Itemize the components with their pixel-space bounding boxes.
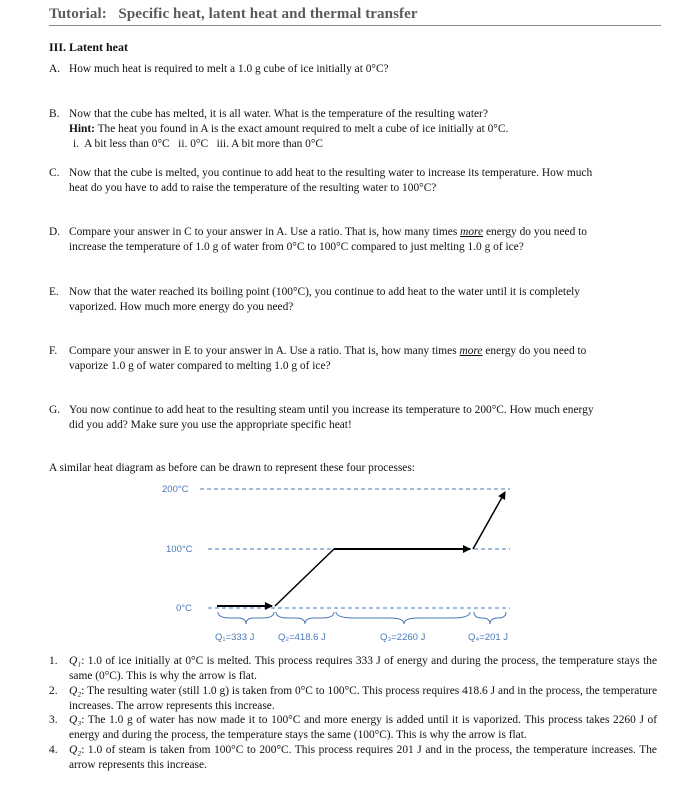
list-item: [49, 654, 657, 684]
question-a: [49, 62, 657, 78]
question-text-line: vaporize 1.0 g of water compared to melting 1.0 g of ice?: [69, 360, 331, 372]
emphasis-more: more: [459, 345, 483, 357]
brace-q4: [474, 612, 506, 624]
text-part: energy do you need to: [482, 345, 587, 357]
list-number: 1.: [49, 655, 58, 667]
question-letter: B.: [49, 108, 60, 120]
list-text: [69, 713, 657, 742]
section-heading: III. Latent heat: [49, 40, 129, 54]
list-number: 3.: [49, 714, 58, 726]
question-text-line: vaporized. How much more energy do you need?: [69, 301, 294, 313]
q-label-2: Q₂=418.6 J: [278, 632, 326, 643]
list-number: 4.: [49, 744, 58, 756]
question-text-line: did you add? Make sure you use the appropriate specific heat!: [69, 419, 352, 431]
heat-diagram: [150, 478, 520, 650]
question-letter: A.: [49, 63, 61, 75]
hint-text: The heat you found in A is the exact amount required to melt a cube of ice initially at 0°C.: [94, 123, 509, 135]
q-symbol: Q₃: [69, 714, 82, 726]
question-text-line: Now that the cube is melted, you continue to add heat to the resulting water to increase its temperature. How much: [69, 167, 593, 179]
question-letter: D.: [49, 226, 61, 238]
list-item: [49, 713, 657, 743]
question-d: [49, 225, 657, 257]
question-text-line: [69, 344, 657, 359]
title-subject: Specific heat, latent heat and thermal transfer: [118, 6, 418, 22]
question-text-line: heat do you have to add to raise the temperature of the resulting water to 100°C?: [69, 182, 437, 194]
arrow-q2: [275, 549, 334, 606]
question-text-line: You now continue to add heat to the resulting steam until you increase its temperature to 200°C. How much energy: [69, 404, 594, 416]
list-body: : 1.0 of ice initially at 0°C is melted. This process requires 333 J of energy and during the process, the temperature stays the same (0°C). This is why the arrow is flat.: [69, 655, 657, 682]
q-label-4: Q₄=201 J: [468, 632, 509, 643]
q-label-1: Q₁=333 J: [215, 632, 255, 643]
text-part: Compare your answer in C to your answer in A. Use a ratio. That is, how many times: [69, 226, 461, 238]
question-letter: C.: [49, 167, 60, 179]
text-part: Compare your answer in E to your answer in A. Use a ratio. That is, how many times: [69, 345, 460, 357]
temp-label-100: 100°C: [166, 544, 193, 555]
question-f: [49, 344, 657, 376]
brace-q3: [336, 612, 470, 624]
similar-diagram-text: A similar heat diagram as before can be drawn to represent these four processes:: [49, 462, 415, 474]
brace-q2: [276, 612, 334, 624]
q-symbol: Q₂: [69, 744, 82, 756]
page-title: [49, 6, 661, 26]
list-text: [69, 654, 657, 683]
list-body: : The resulting water (still 1.0 g) is taken from 0°C to 100°C. This process requires 418.6 J and in the process, the temperature increases. The arrow represents this increase.: [69, 685, 657, 712]
list-number: 2.: [49, 685, 58, 697]
hint-label: Hint:: [69, 123, 95, 135]
question-e: [49, 285, 657, 317]
temp-label-200: 200°C: [162, 484, 189, 495]
question-hint: [69, 122, 657, 137]
question-b: [49, 107, 657, 155]
brace-q1: [218, 612, 274, 624]
title-tutorial: Tutorial:: [49, 6, 107, 22]
list-text: [69, 743, 657, 772]
list-body: : The 1.0 g of water has now made it to 100°C and more energy is added until it is vaporized. This process takes 2260 J of energy and during the process, the temperature stays the same (100°C). This is why the arrow is flat.: [69, 714, 657, 741]
question-letter: G.: [49, 404, 61, 416]
question-c: [49, 166, 657, 198]
q-label-3: Q₃=2260 J: [380, 632, 426, 643]
temp-label-0: 0°C: [176, 603, 192, 614]
question-letter: F.: [49, 345, 58, 357]
text-part: energy do you need to: [483, 226, 587, 238]
question-letter: E.: [49, 286, 59, 298]
question-text: Now that the cube has melted, it is all water. What is the temperature of the resulting water?: [69, 108, 488, 120]
emphasis-more: more: [460, 226, 484, 238]
question-text: How much heat is required to melt a 1.0 g cube of ice initially at 0°C?: [69, 63, 389, 75]
list-text: [69, 684, 657, 713]
question-text-line: [69, 225, 657, 240]
q-symbol: Q₂: [69, 685, 82, 697]
question-text-line: Now that the water reached its boiling point (100°C), you continue to add heat to the water until it is completely: [69, 286, 580, 298]
q-symbol: Q₁: [69, 655, 82, 667]
list-item: [49, 743, 657, 773]
list-body: : 1.0 of steam is taken from 100°C to 200°C. This process requires 201 J and in the process, the temperature increases. The arrow represents this increase.: [69, 744, 657, 771]
list-item: [49, 684, 657, 714]
question-text-line: increase the temperature of 1.0 g of water from 0°C to 100°C compared to just melting 1.0 g of ice?: [69, 241, 524, 253]
question-g: [49, 403, 657, 435]
arrow-q4: [473, 492, 505, 549]
question-options: i. A bit less than 0°C ii. 0°C iii. A bit more than 0°C: [73, 138, 324, 150]
